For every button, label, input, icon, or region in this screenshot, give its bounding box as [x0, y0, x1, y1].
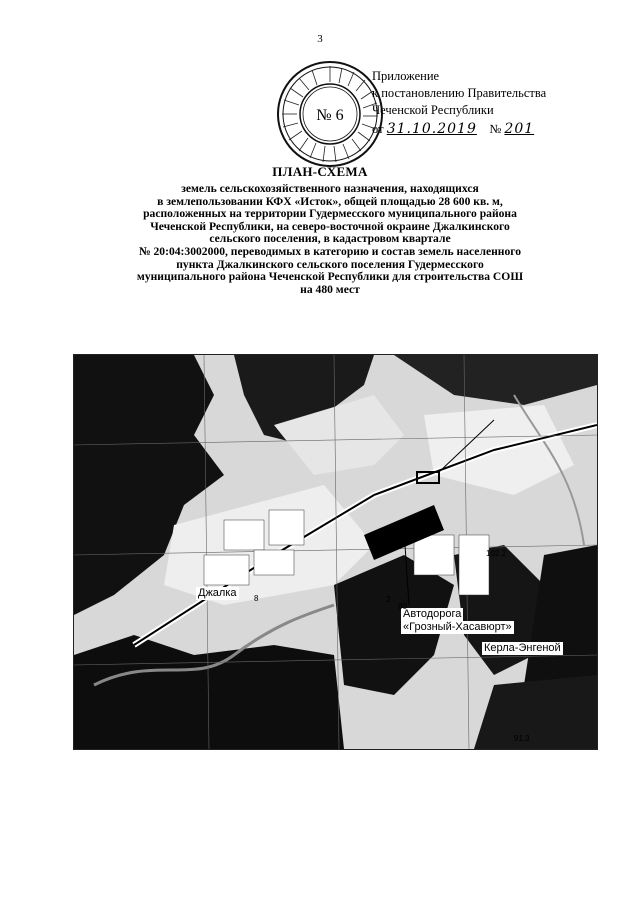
number-prefix: № — [489, 122, 502, 136]
document-title: ПЛАН-СХЕМА — [272, 164, 368, 179]
appendix-block — [372, 68, 546, 138]
map-label-num-1: 2 — [386, 595, 391, 604]
page-number: 3 — [317, 33, 323, 45]
description-line: муниципального района Чеченской Республики для строительства СОШ — [136, 270, 524, 284]
map-label-road: Автодорога — [403, 608, 462, 620]
appendix-line-1: Приложение — [372, 69, 440, 83]
description-line: сельского поселения, в кадастровом квартале — [209, 232, 451, 246]
seal-number: № 6 — [316, 107, 344, 124]
map-label-road-2: «Грозный-Хасавюрт» — [403, 621, 512, 633]
number-value: 201 — [504, 121, 535, 137]
description-line: № 20:04:3002000, переводимых в категорию и состав земель населенного — [138, 244, 522, 258]
map-label-elevation-2: 91.3 — [514, 734, 530, 743]
date-value: 31.10.2019 — [386, 121, 477, 137]
description-line: Чеченской Республики, на северо-восточной окраине Джалкинского — [150, 219, 510, 233]
description-line: земель сельскохозяйственного назначения, находящихся — [181, 182, 479, 195]
official-seal — [272, 58, 388, 170]
description-line: в землепользовании КФХ «Исток», общей площадью 28 600 кв. м, — [157, 194, 503, 208]
description-line: на 480 мест — [300, 282, 360, 296]
date-prefix: от — [372, 122, 384, 136]
description-line: пункта Джалкинского сельского поселения Гудермесского — [176, 257, 484, 271]
map-label-elevation-1: 102.2 — [486, 549, 507, 558]
appendix-line-2: к постановлению Правительства — [372, 86, 547, 100]
document-description — [90, 183, 570, 296]
map-label-village-2: Керла-Энгеной — [484, 642, 561, 654]
map-label-km: 80 — [398, 602, 407, 611]
appendix-line-3: Чеченской Республики — [372, 103, 494, 117]
map-graphic — [74, 355, 597, 749]
description-line: расположенных на территории Гудермесского муниципального района — [143, 207, 517, 221]
map-label-num-2: 8 — [254, 594, 259, 603]
site-map — [73, 354, 598, 750]
map-label-village: Джалка — [198, 587, 237, 599]
